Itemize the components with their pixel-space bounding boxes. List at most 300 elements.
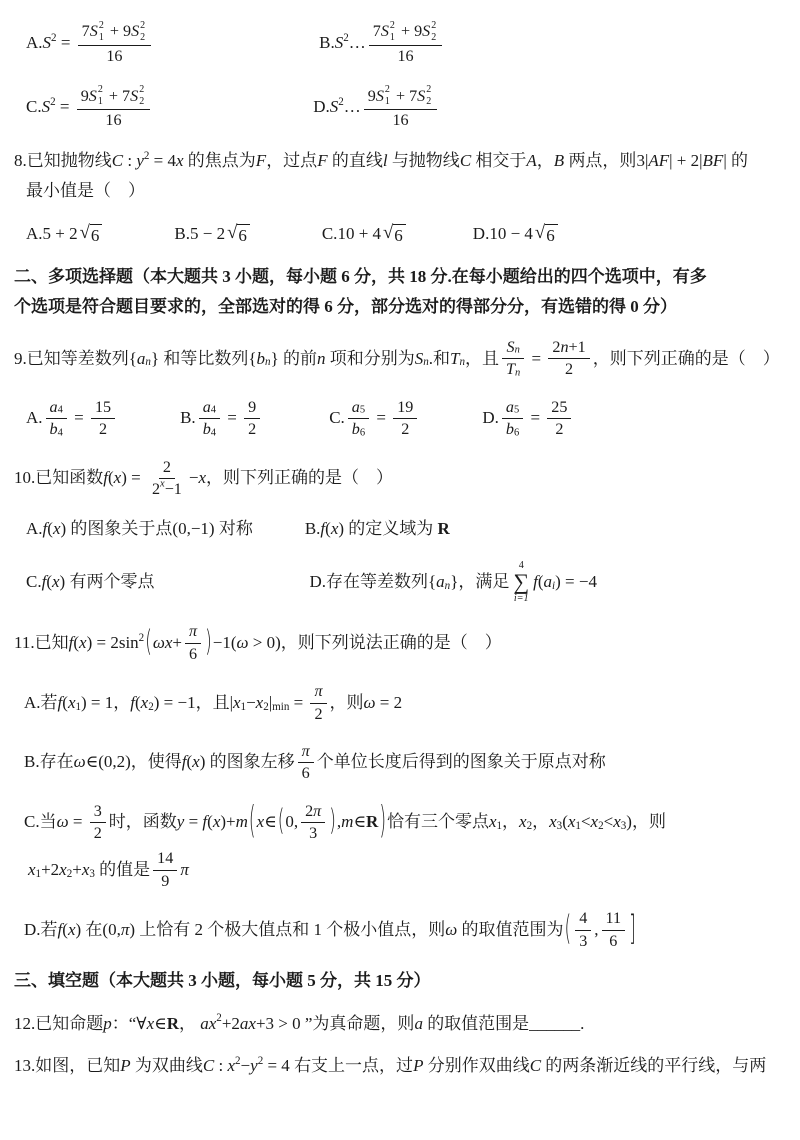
- superscript: 2: [140, 20, 146, 31]
- text-run: 9: [80, 87, 89, 105]
- subscript: 2: [139, 96, 145, 108]
- math-var: S: [380, 23, 389, 41]
- math-var: x: [113, 468, 122, 488]
- text-run: ): [59, 571, 66, 591]
- h-gap: [104, 234, 174, 235]
- subscript: 1: [389, 32, 395, 44]
- superscript: 2: [426, 84, 432, 96]
- q10-options-ab: [14, 517, 786, 542]
- sup-sub-stack: [99, 20, 104, 44]
- fraction: [199, 398, 220, 440]
- text-run: 的取值范围是______.: [422, 1013, 585, 1033]
- subscript: 4: [57, 427, 63, 439]
- text-run: 个单位长度后得到的图象关于原点对称: [316, 752, 606, 772]
- fraction: [547, 398, 571, 440]
- subscript: 3: [89, 867, 95, 880]
- text-run: +: [72, 859, 82, 879]
- math-var: f: [41, 571, 47, 591]
- math-var: AF: [648, 150, 670, 170]
- math-var: x: [67, 692, 76, 712]
- text-run: 16: [392, 112, 409, 130]
- text-run: 上恰有 2 个极大值点和 1 个极小值点，则: [135, 919, 446, 939]
- math-var: f: [181, 752, 187, 772]
- text-run: 对称: [214, 519, 253, 539]
- text-run: =: [184, 812, 203, 832]
- text-run: =: [56, 32, 75, 52]
- text-run: ,: [336, 812, 342, 832]
- math-var: b: [351, 421, 360, 439]
- text-run: 二、多项选择题（本大题共 3 小题，每小题 6 分，共 18 分.在每小题给出的四个选项中，有多: [14, 266, 707, 286]
- fraction-numerator: [91, 398, 115, 419]
- math-var: ω: [363, 692, 376, 712]
- subscript: 3: [556, 819, 563, 832]
- text-run: ，满足: [458, 571, 510, 591]
- text-run: 分别作双曲线: [423, 1056, 530, 1076]
- text-run: 3: [579, 932, 588, 950]
- fraction-denominator: [310, 704, 326, 724]
- fraction-numerator: [46, 398, 67, 419]
- math-var: a: [200, 1013, 209, 1033]
- math-var: x: [79, 632, 87, 652]
- fraction-numerator: [185, 622, 201, 643]
- math-var: C: [202, 1056, 215, 1076]
- superscript: 2: [97, 84, 103, 96]
- sigma-symbol: ∑: [513, 569, 530, 595]
- fraction: [369, 20, 442, 66]
- fraction-denominator: [502, 359, 524, 379]
- math-var: f: [202, 812, 208, 832]
- q7-options-cd: [14, 84, 786, 130]
- big-delimiter: (: [145, 625, 152, 660]
- text-run: +: [226, 812, 236, 832]
- fraction: [298, 742, 314, 784]
- text-run: .和: [428, 348, 451, 368]
- text-run: =: [372, 408, 391, 428]
- text-run: 14: [157, 850, 174, 868]
- fraction-numerator: [199, 398, 220, 419]
- subscript: n: [423, 356, 429, 369]
- text-run: 有两个零点: [65, 571, 155, 591]
- math-var: a: [543, 571, 553, 591]
- text-run: (: [186, 752, 193, 772]
- math-var: b: [202, 421, 211, 439]
- h-gap: [252, 234, 322, 235]
- q13-stem: [14, 1054, 786, 1079]
- section3-header: [14, 969, 786, 994]
- math-var: b: [505, 421, 514, 439]
- fraction-numerator: [348, 398, 369, 419]
- text-run: 三、填空题（本大题共 3 小题，每小题 5 分，共 15 分）: [14, 970, 431, 990]
- subscript: 1: [575, 819, 581, 832]
- subscript: i: [552, 579, 556, 592]
- radicand: 6: [237, 224, 250, 246]
- sup-sub-stack: [140, 20, 145, 44]
- big-delimiter: (: [564, 909, 572, 950]
- h-gap: [408, 234, 473, 235]
- fraction-numerator: [502, 398, 523, 419]
- fraction-numerator: [90, 802, 106, 823]
- text-run: 为双曲线: [130, 1056, 203, 1076]
- text-run: ，: [178, 1013, 201, 1033]
- text-run: 的图象关于点: [66, 519, 173, 539]
- radical-sign: √: [534, 221, 546, 243]
- math-var: p: [103, 1013, 112, 1033]
- text-run: B.存在: [24, 752, 74, 772]
- math-var: a: [351, 398, 360, 416]
- q9-options: [14, 398, 786, 440]
- subscript: 6: [359, 427, 366, 439]
- math-var: ω: [236, 632, 249, 652]
- square-root: [227, 223, 250, 246]
- text-run: = 4: [149, 150, 176, 170]
- text-run: A.: [26, 408, 43, 428]
- subscript: 1: [240, 700, 247, 713]
- big-delimiter: (: [277, 804, 285, 839]
- math-var: S: [414, 348, 424, 368]
- text-run: :: [123, 150, 137, 170]
- math-var: a: [414, 1013, 423, 1033]
- text-run: = 4: [263, 1056, 290, 1076]
- math-var: x: [255, 692, 264, 712]
- text-run: 2: [151, 480, 161, 498]
- text-run: A.若: [24, 692, 58, 712]
- subscript: 6: [513, 427, 520, 439]
- math-var: x: [164, 632, 173, 652]
- text-run: D.存在等差数列: [309, 571, 428, 591]
- fraction-denominator: [348, 419, 369, 439]
- text-run: {: [248, 348, 257, 368]
- fraction: [90, 802, 106, 844]
- math-var: f: [57, 919, 63, 939]
- fraction: [91, 398, 115, 440]
- fraction-numerator: [301, 802, 325, 823]
- text-run: A.: [26, 224, 43, 244]
- text-run: 16: [106, 48, 123, 66]
- math-var: S: [89, 23, 98, 41]
- text-run: 11.已知: [14, 632, 69, 652]
- radicand: 6: [545, 224, 558, 246]
- fraction-denominator: [157, 871, 173, 891]
- text-run: 3: [309, 825, 318, 843]
- text-run: > 0): [248, 632, 281, 652]
- text-run: …: [343, 97, 361, 117]
- text-run: 项和分别为: [325, 348, 415, 368]
- text-run: 2: [564, 361, 574, 379]
- text-run: (0,−1): [172, 519, 215, 539]
- q8-stem-line-1: [14, 149, 786, 174]
- math-var: A: [526, 150, 537, 170]
- math-var: a: [202, 398, 211, 416]
- superscript: 2: [384, 84, 390, 96]
- text-run: <: [580, 812, 591, 832]
- math-var: F: [317, 150, 328, 170]
- math-var: b: [256, 348, 266, 368]
- fraction-denominator: [102, 46, 126, 66]
- text-run: ∈: [264, 812, 277, 832]
- text-run: 16: [397, 48, 414, 66]
- text-run: 相交于: [471, 150, 527, 170]
- subscript: 3: [620, 819, 627, 832]
- radical-sign: √: [383, 221, 394, 243]
- fraction-denominator: [575, 931, 591, 951]
- big-delimiter: ): [329, 804, 336, 839]
- radicand: 6: [393, 224, 406, 246]
- math-var: f: [130, 692, 135, 712]
- superscript: 2: [50, 96, 56, 109]
- subscript: 5: [513, 404, 520, 416]
- text-run: 2: [314, 705, 323, 723]
- fraction-denominator: [199, 419, 220, 439]
- text-run: ∈(0,2): [85, 752, 131, 772]
- text-run: = 2: [375, 692, 403, 712]
- text-run: ，使得: [130, 752, 182, 772]
- fraction-denominator: [244, 419, 260, 439]
- text-run: C.当: [24, 812, 57, 832]
- sup-sub-stack: [98, 84, 103, 108]
- text-run: |: [229, 692, 233, 712]
- math-var: ω: [73, 752, 86, 772]
- text-run: 11: [605, 910, 622, 928]
- set-symbol: R: [366, 812, 379, 832]
- text-run: 右支上一点，过: [289, 1056, 414, 1076]
- text-run: 0,: [285, 812, 299, 832]
- math-var: F: [255, 150, 267, 170]
- fraction: [575, 909, 591, 951]
- fraction-denominator: [46, 419, 67, 439]
- math-var: S: [42, 32, 52, 52]
- math-var: x: [567, 812, 576, 832]
- math-var: y: [136, 150, 144, 170]
- text-run: 2: [401, 421, 410, 439]
- fraction-numerator: [548, 338, 589, 359]
- text-run: −1: [212, 632, 231, 652]
- text-run: 5 + 2: [42, 224, 78, 244]
- math-var: a: [436, 571, 445, 591]
- text-run: 6: [189, 645, 198, 663]
- math-var: x: [67, 919, 76, 939]
- math-var: S: [422, 23, 431, 41]
- math-var: S: [41, 97, 51, 117]
- math-var: x: [81, 859, 90, 879]
- text-run: }: [450, 571, 459, 591]
- text-run: ，: [536, 150, 554, 170]
- sup-sub-stack: [426, 84, 431, 108]
- text-run: 8.已知抛物线: [14, 150, 112, 170]
- math-var: f: [320, 519, 326, 539]
- q11-option-c-line-1: [14, 799, 786, 844]
- math-var: x: [146, 1013, 155, 1033]
- q11-option-d: [14, 909, 786, 951]
- text-run: 的值是: [94, 859, 151, 879]
- sum-upper-limit: 4: [518, 559, 524, 571]
- fraction-numerator: [244, 398, 260, 419]
- text-run: (: [46, 571, 52, 591]
- text-run: C.: [321, 224, 338, 244]
- text-run: (: [47, 519, 53, 539]
- text-run: {: [128, 348, 137, 368]
- superscript: 2: [51, 31, 57, 44]
- big-delimiter: ): [205, 625, 212, 660]
- text-run: (: [62, 692, 68, 712]
- math-var: π: [120, 919, 130, 939]
- fraction: [548, 338, 589, 380]
- superscript: 2: [343, 31, 349, 44]
- text-run: D.: [313, 97, 330, 117]
- text-run: =: [55, 97, 74, 117]
- math-var: C: [459, 150, 472, 170]
- text-run: ，则下列正确的是（ ）: [592, 348, 780, 368]
- math-var: a: [239, 1013, 249, 1033]
- q10-stem: [14, 458, 786, 500]
- math-var: x: [227, 1056, 236, 1076]
- math-var: y: [250, 1056, 258, 1076]
- subscript: 1: [97, 96, 103, 108]
- fraction: [393, 398, 417, 440]
- math-var: x: [212, 812, 221, 832]
- text-run: (0,: [102, 919, 121, 939]
- text-run: 2: [305, 802, 314, 820]
- subscript: n: [444, 579, 451, 592]
- sup-sub-stack: [390, 20, 395, 44]
- subscript: 1: [35, 867, 42, 880]
- text-run: …: [348, 32, 366, 52]
- square-root: [535, 223, 558, 246]
- text-run: 的两条渐近线的平行线，与两: [541, 1056, 767, 1076]
- fraction-numerator: [575, 909, 591, 930]
- math-var: a: [49, 398, 58, 416]
- sup-sub-stack: [431, 20, 436, 44]
- text-run: ) = 2sin: [86, 632, 139, 652]
- math-var: x: [330, 519, 339, 539]
- text-run: ) = −1，且: [153, 692, 230, 712]
- math-var: S: [130, 87, 139, 105]
- math-var: T: [506, 361, 516, 379]
- text-run: 5 − 2: [189, 224, 226, 244]
- math-var: π: [301, 742, 310, 760]
- text-run: C.: [26, 97, 42, 117]
- radicand: 6: [90, 224, 103, 246]
- math-var: a: [505, 398, 514, 416]
- big-delimiter: (: [248, 799, 256, 844]
- text-run: 个选项是符合题目要求的，全部选对的得 6 分，部分选对的得部分分，有选错的得 0 分）: [14, 297, 677, 317]
- text-run: 10 + 4: [337, 224, 382, 244]
- text-run: C.: [329, 408, 345, 428]
- text-run: 与抛物线: [387, 150, 460, 170]
- subscript: 2: [426, 96, 432, 108]
- subscript: 2: [526, 819, 533, 832]
- text-run: ): [220, 812, 227, 832]
- subscript: 1: [496, 819, 503, 832]
- text-run: + 9: [396, 23, 423, 41]
- math-var: S: [506, 339, 515, 357]
- text-run: 15: [94, 398, 112, 416]
- math-var: x: [256, 812, 265, 832]
- fraction-numerator: [77, 84, 150, 110]
- text-run: 10.已知函数: [14, 468, 104, 488]
- math-var: π: [189, 623, 198, 641]
- sum-lower-limit: i=1: [513, 593, 529, 605]
- math-var: x: [233, 692, 241, 712]
- math-var: f: [57, 692, 63, 712]
- math-var: S: [329, 97, 339, 117]
- superscript: 2: [139, 84, 145, 96]
- text-run: 2: [248, 421, 257, 439]
- math-var: x: [198, 468, 207, 488]
- h-gap: [154, 582, 309, 583]
- superscript: 2: [431, 20, 437, 31]
- text-run: 16: [105, 112, 122, 130]
- fraction: [364, 84, 437, 130]
- math-var: b: [49, 421, 58, 439]
- text-run: ) = −4: [555, 571, 597, 591]
- math-var: x: [59, 859, 67, 879]
- fraction-denominator: [393, 46, 417, 66]
- text-run: −1: [164, 480, 182, 498]
- subscript: 1: [75, 700, 82, 713]
- fraction-numerator: [502, 338, 523, 359]
- text-run: D.若: [24, 919, 58, 939]
- h-gap: [420, 418, 482, 419]
- subscript: 2: [431, 32, 437, 44]
- q7-options-ab: [14, 20, 786, 66]
- q8-options: [14, 222, 786, 247]
- subscript: n: [145, 356, 151, 369]
- text-run: 4: [579, 910, 588, 928]
- text-run: ): [199, 752, 206, 772]
- superscript: 2: [257, 1055, 264, 1068]
- section2-header-line-1: [14, 265, 786, 290]
- fraction-denominator: [388, 110, 412, 130]
- text-run: :: [214, 1056, 228, 1076]
- math-var: BF: [702, 150, 724, 170]
- text-run: (: [537, 571, 544, 591]
- superscript: 2: [143, 149, 150, 162]
- text-run: 6: [301, 765, 310, 783]
- fraction: [310, 682, 326, 724]
- text-run: 的前: [278, 348, 317, 368]
- math-var: x: [519, 812, 527, 832]
- math-var: x: [590, 812, 599, 832]
- fraction-denominator: [305, 823, 321, 843]
- fraction-numerator: [364, 84, 437, 110]
- q10-options-cd: [14, 560, 786, 605]
- q11-option-c-line-2: [14, 849, 786, 891]
- math-var: P: [120, 1056, 131, 1076]
- math-var: f: [533, 571, 538, 591]
- text-run: −: [246, 692, 256, 712]
- text-run: ,: [594, 919, 599, 939]
- big-delimiter: ]: [629, 909, 636, 950]
- fraction-denominator: [605, 931, 621, 951]
- math-var: x: [192, 752, 200, 772]
- square-root: [383, 223, 406, 246]
- superscript: 2: [216, 1012, 222, 1025]
- fraction: [77, 84, 150, 130]
- text-run: 2: [555, 421, 564, 439]
- text-run: 2: [162, 458, 171, 476]
- math-var: S: [88, 87, 97, 105]
- math-var: y: [176, 812, 185, 832]
- math-var: x: [140, 692, 149, 712]
- fraction-numerator: [547, 398, 571, 419]
- fraction-numerator: [159, 458, 175, 479]
- superscript: 2: [138, 631, 145, 644]
- fraction-numerator: [153, 849, 177, 870]
- fraction: [502, 398, 523, 440]
- fraction: [301, 802, 325, 844]
- text-run: + 9: [105, 23, 132, 41]
- text-run: ∈: [353, 812, 367, 832]
